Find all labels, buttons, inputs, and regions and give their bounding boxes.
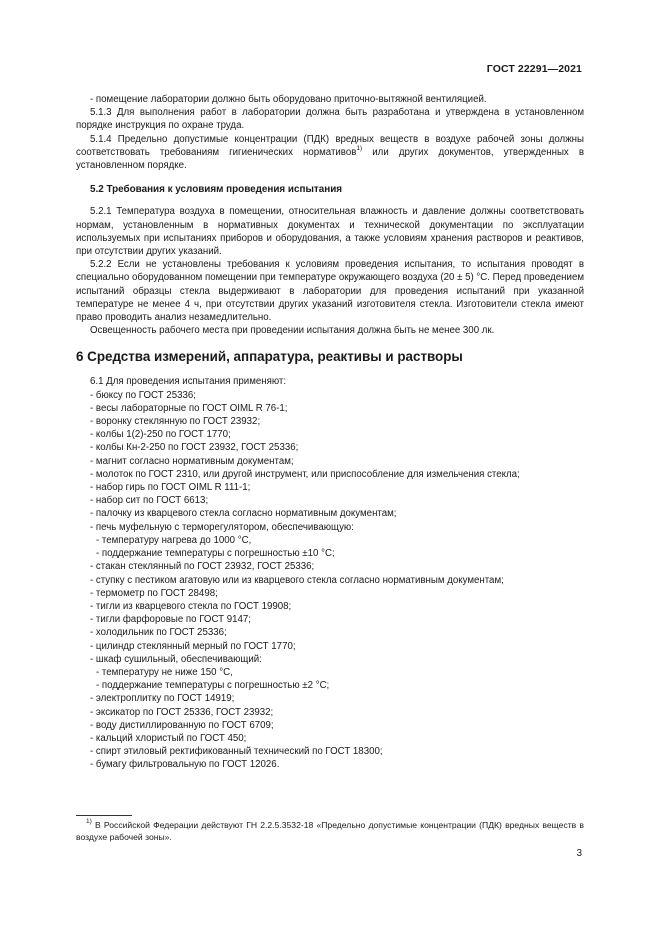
- equipment-item: - бюксу по ГОСТ 25336;: [90, 389, 196, 401]
- paragraph-illumination: Освещенность рабочего места при проведении испытания должна быть не менее 300 лк.: [90, 325, 495, 337]
- equipment-item: - ступку с пестиком агатовую или из кварцевого стекла согласно нормативным документам;: [90, 574, 504, 586]
- equipment-sub-item: - поддержание температуры с погрешностью ±2 °С;: [96, 680, 330, 692]
- footnote-divider: [76, 815, 132, 816]
- page-number: 3: [576, 848, 582, 859]
- equipment-list: [76, 389, 584, 772]
- equipment-sub-item: - температуру не ниже 150 °С,: [96, 666, 233, 678]
- paragraph-ventilation: - помещение лаборатории должно быть оборудовано приточно-вытяжной вентиляцией.: [90, 94, 487, 105]
- equipment-item: - электроплитку по ГОСТ 14919;: [90, 693, 235, 705]
- standard-code: ГОСТ 22291—2021: [486, 63, 582, 75]
- footnote-mark: 1): [86, 818, 92, 826]
- equipment-item: - воронку стеклянную по ГОСТ 23932;: [90, 416, 261, 428]
- equipment-item: - тигли фарфоровые по ГОСТ 9147;: [90, 614, 251, 626]
- equipment-item: - печь муфельную с терморегулятором, обеспечивающую:: [90, 521, 354, 533]
- footnote-text: В Российской Федерации действуют ГН 2.2.5.3532-18 «Предельно допустимые концентрации (ПДК) вредных веществ в воздухе рабочей зоны».: [76, 820, 584, 842]
- paragraph-5-1-4-text: 5.1.4 Предельно допустимые концентрации (ПДК) вредных веществ в воздухе рабочей зоны должны соответствовать требованиям гигиенических нормативов: [76, 133, 584, 158]
- footnote-reference: 1): [356, 144, 363, 152]
- equipment-item: - колбы Кн-2-250 по ГОСТ 23932, ГОСТ 25336;: [90, 442, 299, 454]
- equipment-item: - цилиндр стеклянный мерный по ГОСТ 1770;: [90, 640, 296, 652]
- paragraph-5-1-4-tail: или других документов, утвержденных в установленном порядке.: [76, 146, 585, 172]
- footnote-line: [76, 819, 584, 843]
- equipment-item: - эксикатор по ГОСТ 25336, ГОСТ 23932;: [90, 706, 274, 718]
- equipment-item: - магнит согласно нормативным документам;: [90, 455, 294, 467]
- equipment-item: - холодильник по ГОСТ 25336;: [90, 627, 227, 639]
- footnote: [76, 819, 584, 843]
- equipment-item: - колбы 1(2)-250 по ГОСТ 1770;: [90, 429, 231, 441]
- equipment-item: - весы лабораторные по ГОСТ OIML R 76-1;: [90, 402, 288, 414]
- equipment-item: - тигли из кварцевого стекла по ГОСТ 19908;: [90, 600, 292, 612]
- equipment-item: - шкаф сушильный, обеспечивающий:: [90, 653, 262, 665]
- paragraph-5-2-1: 5.2.1 Температура воздуха в помещении, относительная влажность и давление должны соответствовать нормам, установленным в нормативных документах и технической документации по эксплуатации используемых при испытаниях приборов и оборудования, а также условиям хранения растворов и реактивов, при отсутствии других указаний.: [76, 206, 584, 258]
- equipment-item: - молоток по ГОСТ 2310, или другой инструмент, или приспособление для измельчения стекла;: [90, 468, 520, 480]
- equipment-item: - термометр по ГОСТ 28498;: [90, 587, 218, 599]
- section-5-2-heading: 5.2 Требования к условиям проведения испытания: [90, 184, 343, 196]
- equipment-item: - палочку из кварцевого стекла согласно нормативным документам;: [90, 508, 397, 520]
- paragraph-5-1-4: [76, 133, 584, 173]
- equipment-sub-item: - поддержание температуры с погрешностью ±10 °С;: [96, 548, 335, 560]
- equipment-item: - набор сит по ГОСТ 6613;: [90, 495, 209, 507]
- equipment-item: - стакан стеклянный по ГОСТ 23932, ГОСТ 25336;: [90, 561, 315, 573]
- equipment-item: - спирт этиловый ректификованный технический по ГОСТ 18300;: [90, 746, 383, 758]
- paragraph-5-2-2: 5.2.2 Если не установлены требования к условиям проведения испытания, то испытания проводят в специально оборудованном помещении при температуре окружающего воздуха (20 ± 5) °С. Перед проведением испытаний образцы стекла выдерживают в лаборатории для проведения испытаний при указанной температуре не менее 4 ч, при отсутствии других указаний изготовителя стекла. Изготовители стекла имеют право проводить анализ незамедлительно.: [76, 259, 584, 324]
- equipment-item: - набор гирь по ГОСТ OIML R 111-1;: [90, 482, 251, 494]
- paragraph-6-1: 6.1 Для проведения испытания применяют:: [90, 376, 287, 388]
- main-content: [76, 93, 584, 772]
- equipment-item: - бумагу фильтровальную по ГОСТ 12026.: [90, 759, 280, 771]
- equipment-item: - воду дистиллированную по ГОСТ 6709;: [90, 719, 274, 731]
- equipment-item: - кальций хлористый по ГОСТ 450;: [90, 732, 247, 744]
- paragraph-5-1-3: 5.1.3 Для выполнения работ в лаборатории должна быть разработана и утверждена в установленном порядке инструкция по охране труда.: [76, 107, 584, 132]
- equipment-sub-item: - температуру нагрева до 1000 °С,: [96, 534, 252, 546]
- section-6-heading: 6 Средства измерений, аппаратура, реактивы и растворы: [76, 349, 463, 365]
